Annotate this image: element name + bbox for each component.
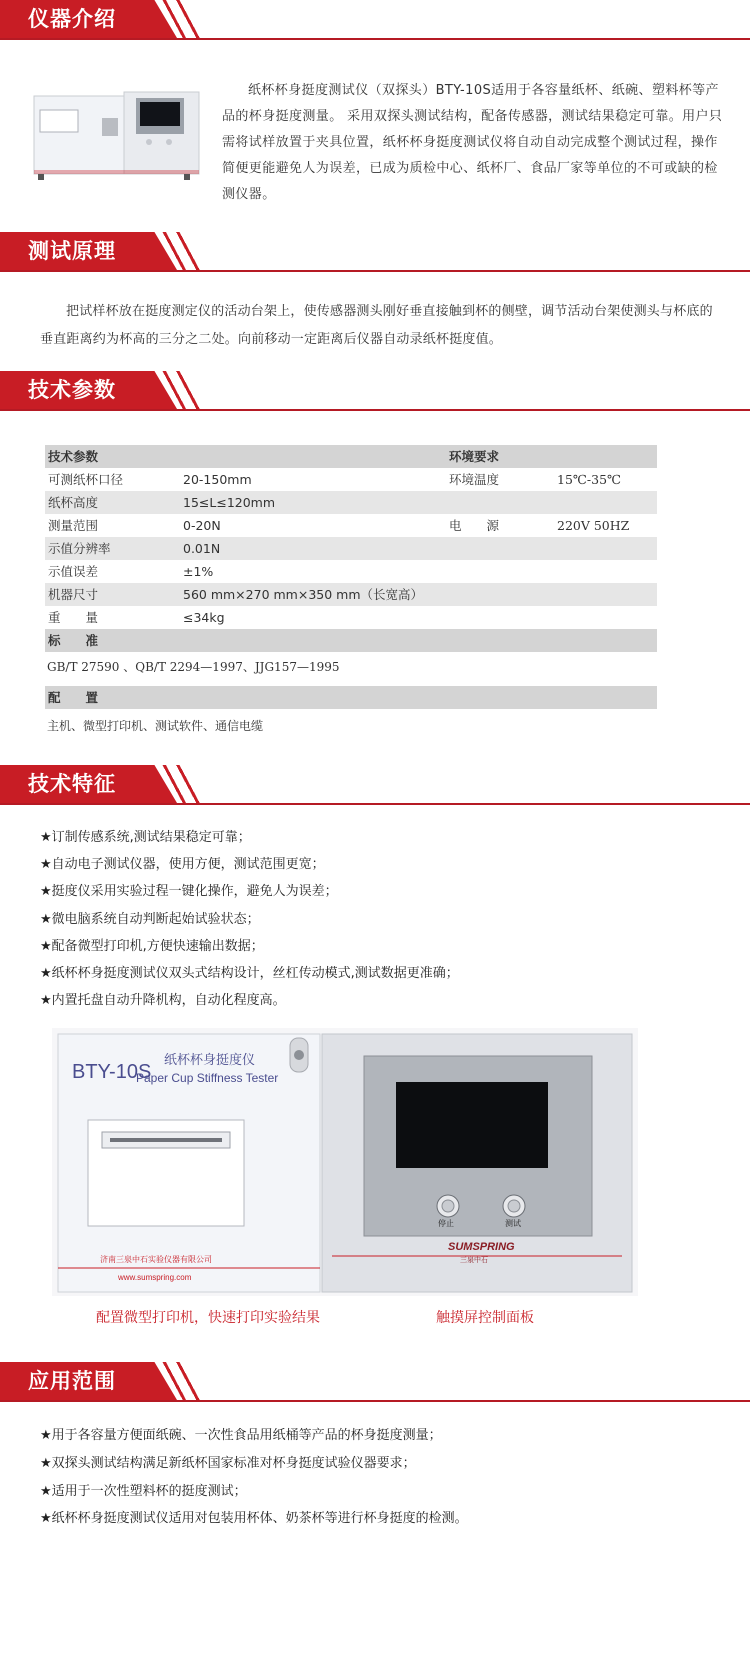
table-row: 可测纸杯口径 20-150mm 环境温度 15℃-35℃	[48, 472, 622, 487]
photo-btn-test: 测试	[505, 1219, 521, 1228]
intro-paragraph: 纸杯杯身挺度测试仪（双探头）BTY-10S适用于各容量纸杯、纸碗、塑料杯等产品的杯身挺度测量。 采用双探头测试结构，配备传感器，测试结果稳定可靠。用户只需将试样放置于夹具位置，纸杯杯身挺度测试仪将自动自动完成整个测试过程，操作简便更能避免人为误差，已成为质检中心、纸杯厂、食品厂家等单位的不可或缺的检测仪器。	[222, 83, 723, 202]
list-item: ★纸杯杯身挺度测试仪双头式结构设计，丝杠传动模式,测试数据更准确；	[40, 966, 459, 982]
list-item: ★双探头测试结构满足新纸杯国家标准对杯身挺度试验仪器要求；	[40, 1455, 416, 1471]
photo-name-en: Paper Cup Stiffness Tester	[136, 1071, 279, 1085]
section-title: 技术参数	[28, 378, 116, 402]
photo-brand: SUMSPRING	[448, 1241, 515, 1253]
list-item: ★配备微型打印机,方便快速输出数据；	[40, 938, 264, 954]
section-title: 测试原理	[28, 239, 116, 263]
principle-paragraph: 把试样杯放在挺度测定仪的活动台架上，使传感器测头刚好垂直接触到杯的侧壁，调节活动台架使测头与杯底的垂直距离约为杯高的三分之二处。向前移动一定距离后仪器自动录纸杯挺度值。	[40, 304, 713, 347]
list-item: ★挺度仪采用实验过程一键化操作，避免人为误差；	[40, 884, 338, 900]
section-title: 应用范围	[28, 1369, 116, 1393]
params-header-left: 技术参数	[48, 449, 99, 464]
list-item: ★自动电子测试仪器，使用方便，测试范围更宽；	[40, 857, 325, 873]
params-header-right: 环境要求	[449, 449, 500, 464]
section-header-params	[0, 371, 750, 411]
photo-model: BTY-10S	[72, 1061, 152, 1083]
section-header-applications	[0, 1362, 750, 1402]
section-header-features	[0, 765, 750, 805]
config-value: 主机、微型打印机、测试软件、通信电缆	[47, 719, 264, 733]
params-table	[45, 445, 657, 652]
table-row: 纸杯高度 15≤L≤120mm	[45, 491, 657, 514]
instrument-thumbnail	[24, 82, 209, 192]
list-item: ★适用于一次性塑料杯的挺度测试；	[40, 1483, 247, 1499]
photo-website: www.sumspring.com	[118, 1273, 192, 1282]
section-title: 技术特征	[28, 772, 116, 796]
params-header-row	[45, 445, 657, 468]
list-item: ★纸杯杯身挺度测试仪适用对包装用杯体、奶茶杯等进行杯身挺度的检测。	[40, 1511, 468, 1527]
caption-printer: 配置微型打印机，快速打印实验结果	[96, 1310, 320, 1326]
features-list	[40, 824, 730, 1014]
list-item: ★微电脑系统自动判断起始试验状态；	[40, 911, 260, 927]
photo-name-cn: 纸杯杯身挺度仪	[164, 1053, 256, 1068]
photo-maker: 济南三泉中石实验仪器有限公司	[100, 1255, 212, 1264]
table-row: 机器尺寸 560 mm×270 mm×350 mm（长宽高）	[45, 583, 657, 606]
table-row: 示值误差 ±1%	[48, 564, 214, 579]
caption-touchscreen: 触摸屏控制面板	[436, 1310, 534, 1326]
section-header-principle	[0, 232, 750, 272]
table-row: 示值分辨率 0.01N	[45, 537, 657, 560]
photo-brand-cn: 三泉中石	[460, 1256, 488, 1264]
instrument-photo	[52, 1028, 638, 1296]
table-row: 重 量 ≤34kg	[48, 610, 225, 625]
applications-list	[40, 1422, 730, 1533]
standard-value: GB/T 27590 、QB/T 2294—1997、JJG157—1995	[47, 660, 340, 674]
section-title: 仪器介绍	[28, 7, 116, 31]
list-item: ★内置托盘自动升降机构，自动化程度高。	[40, 993, 286, 1009]
section-header-intro	[0, 0, 750, 40]
table-row: 测量范围 0-20N 电 源 220V 50HZ	[48, 518, 630, 533]
standard-header-row: 标 准	[45, 629, 657, 652]
photo-btn-stop: 停止	[438, 1219, 454, 1228]
list-item: ★用于各容量方便面纸碗、一次性食品用纸桶等产品的杯身挺度测量；	[40, 1428, 442, 1443]
config-header: 配 置	[45, 686, 657, 709]
list-item: ★订制传感系统,测试结果稳定可靠；	[40, 830, 251, 845]
